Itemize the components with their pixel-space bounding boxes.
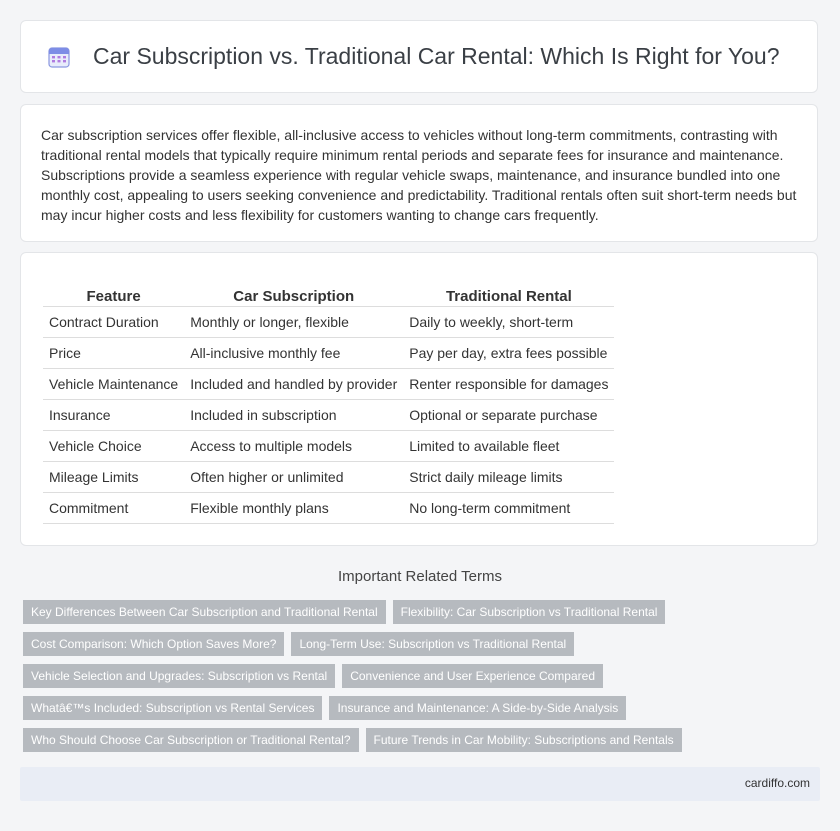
page-header <box>20 20 818 93</box>
footer <box>20 767 820 801</box>
table-cell: Optional or separate purchase <box>403 400 614 431</box>
table-cell: No long-term commitment <box>403 493 614 524</box>
table-row <box>43 493 614 524</box>
comparison-table <box>43 286 614 524</box>
table-cell: Monthly or longer, flexible <box>184 307 403 338</box>
comparison-card <box>20 252 818 546</box>
table-cell: Access to multiple models <box>184 431 403 462</box>
related-terms-heading: Important Related Terms <box>338 568 502 585</box>
related-term-tag[interactable]: Whatâ€™s Included: Subscription vs Rental Services <box>23 696 322 720</box>
table-row <box>43 431 614 462</box>
related-term-tag[interactable]: Who Should Choose Car Subscription or Traditional Rental? <box>23 728 359 752</box>
calendar-icon <box>47 45 71 69</box>
page-title: Car Subscription vs. Traditional Car Rental: Which Is Right for You? <box>93 43 780 69</box>
table-row <box>43 400 614 431</box>
table-cell: All-inclusive monthly fee <box>184 338 403 369</box>
table-cell: Renter responsible for damages <box>403 369 614 400</box>
table-cell: Included in subscription <box>184 400 403 431</box>
table-cell: Pay per day, extra fees possible <box>403 338 614 369</box>
related-term-tag[interactable]: Convenience and User Experience Compared <box>342 664 603 688</box>
table-cell: Vehicle Maintenance <box>43 369 184 400</box>
related-term-tag[interactable]: Long-Term Use: Subscription vs Traditional Rental <box>291 632 574 656</box>
table-cell: Insurance <box>43 400 184 431</box>
summary-card <box>20 104 818 242</box>
table-cell: Contract Duration <box>43 307 184 338</box>
related-term-tag[interactable]: Future Trends in Car Mobility: Subscriptions and Rentals <box>366 728 682 752</box>
table-cell: Vehicle Choice <box>43 431 184 462</box>
table-cell: Price <box>43 338 184 369</box>
table-header-row <box>43 286 614 307</box>
table-cell: Flexible monthly plans <box>184 493 403 524</box>
table-row <box>43 307 614 338</box>
column-header: Car Subscription <box>184 286 403 307</box>
table-cell: Commitment <box>43 493 184 524</box>
summary-text: Car subscription services offer flexible, all-inclusive access to vehicles without long-term commitments, contrasting with traditional rental models that typically require minimum rental periods and separate fees for insurance and maintenance. Subscriptions provide a seamless experience with regular vehicle swaps, maintenance, and insurance bundled into one monthly cost, appealing to users seeking convenience and predictability. Traditional rentals often suit short-term needs but may incur higher costs and less flexibility for customers wanting to change cars frequently. <box>41 127 797 223</box>
table-cell: Strict daily mileage limits <box>403 462 614 493</box>
site-link[interactable]: cardiffo.com <box>744 776 810 790</box>
table-cell: Daily to weekly, short-term <box>403 307 614 338</box>
table-row <box>43 462 614 493</box>
related-term-tag[interactable]: Vehicle Selection and Upgrades: Subscription vs Rental <box>23 664 335 688</box>
table-cell: Included and handled by provider <box>184 369 403 400</box>
related-terms-list <box>23 600 723 752</box>
column-header: Traditional Rental <box>403 286 614 307</box>
related-term-tag[interactable]: Key Differences Between Car Subscription and Traditional Rental <box>23 600 386 624</box>
related-term-tag[interactable]: Insurance and Maintenance: A Side-by-Side Analysis <box>329 696 626 720</box>
table-row <box>43 369 614 400</box>
table-row <box>43 338 614 369</box>
related-term-tag[interactable]: Cost Comparison: Which Option Saves More? <box>23 632 284 656</box>
table-cell: Often higher or unlimited <box>184 462 403 493</box>
column-header: Feature <box>43 286 184 307</box>
related-term-tag[interactable]: Flexibility: Car Subscription vs Traditional Rental <box>393 600 666 624</box>
table-cell: Limited to available fleet <box>403 431 614 462</box>
table-cell: Mileage Limits <box>43 462 184 493</box>
